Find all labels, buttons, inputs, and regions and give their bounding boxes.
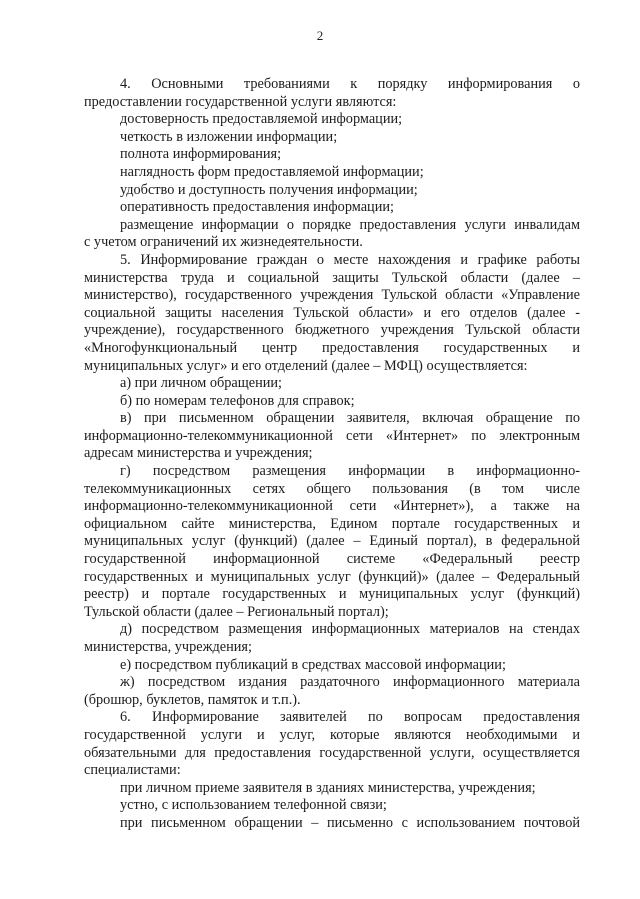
- text-line: 4. Основными требованиями к порядку информирования о: [120, 76, 580, 92]
- text-line: при личном приеме заявителя в зданиях министерства, учреждения;: [120, 779, 536, 796]
- text-line: оперативность предоставления информации;: [120, 199, 394, 216]
- text-line: государственных и муниципальных услуг (функций)» (далее – Федеральный: [84, 568, 580, 585]
- text-line: государственной информационной системе «Федеральный реестр: [84, 551, 580, 568]
- text-line: официальном сайте министерства, Едином портале государственных и: [84, 515, 580, 532]
- text-line: муниципальных услуг (функций) (далее – Единый портал), в федеральной: [84, 533, 580, 550]
- text-line: полнота информирования;: [120, 146, 282, 163]
- text-line: информационно-телекоммуникационной сети «Интернет» по электронным: [84, 427, 580, 444]
- page-number: 2: [316, 28, 324, 43]
- text-line: учреждение), государственного бюджетного учреждения Тульской области: [84, 322, 580, 339]
- text-line: е) посредством публикаций в средствах массовой информации;: [120, 656, 506, 673]
- text-line: «Многофункциональный центр предоставления государственных и: [84, 339, 580, 356]
- text-line: 6. Информирование заявителей по вопросам предоставления: [120, 709, 580, 726]
- text-line: специалистами:: [84, 762, 181, 779]
- text-line: б) по номерам телефонов для справок;: [120, 392, 355, 409]
- text-line: министерства, учреждения;: [84, 639, 252, 655]
- text-line: предоставлении государственной услуги являются:: [84, 93, 397, 110]
- text-line: д) посредством размещения информационных материалов на стендах: [120, 621, 580, 638]
- text-line: Тульской области (далее – Региональный портал);: [84, 603, 389, 620]
- text-line: министерства труда и социальной защиты Тульской области (далее –: [84, 269, 580, 286]
- text-line: при письменном обращении – письменно с использованием почтовой: [120, 814, 580, 831]
- text-line: устно, с использованием телефонной связи;: [120, 797, 387, 814]
- text-line: информационно-телекоммуникационной сети «Интернет»), а также на: [84, 498, 580, 515]
- text-line: в) при письменном обращении заявителя, включая обращение по: [120, 410, 580, 427]
- text-line: четкость в изложении информации;: [120, 128, 338, 145]
- text-line: а) при личном обращении;: [120, 375, 283, 392]
- text-line: адресам министерства и учреждения;: [84, 445, 313, 462]
- text-line: размещение информации о порядке предоставления услуги инвалидам: [120, 216, 580, 233]
- text-line: удобство и доступность получения информации;: [120, 181, 418, 198]
- text-line: министерство), государственного учреждения Тульской области «Управление: [84, 287, 580, 304]
- text-line: достоверность предоставляемой информации;: [120, 111, 403, 128]
- text-line: муниципальных услуг» и его отделений (далее – МФЦ) осуществляется:: [84, 357, 528, 374]
- text-line: с учетом ограничений их жизнедеятельности.: [84, 234, 363, 251]
- text-line: обязательными для предоставления государственной услуги, осуществляется: [84, 744, 580, 761]
- text-line: социальной защиты населения Тульской области» и его отделов (далее -: [84, 304, 580, 321]
- text-line: телекоммуникационных сетях общего пользования (в том числе: [84, 480, 580, 497]
- text-line: г) посредством размещения информации в информационно-: [120, 463, 580, 480]
- text-line: ж) посредством издания раздаточного информационного материала: [120, 674, 580, 691]
- text-line: наглядность форм предоставляемой информации;: [120, 163, 424, 180]
- text-line: 5. Информирование граждан о месте нахождения и графике работы: [120, 251, 580, 268]
- text-line: реестр) и портале государственных и муниципальных услуг (функций): [84, 586, 580, 603]
- text-line: (брошюр, буклетов, памяток и т.п.).: [84, 691, 301, 708]
- document-body: [84, 76, 580, 833]
- text-line: государственной услуги и услуг, которые являются необходимыми и: [84, 726, 580, 743]
